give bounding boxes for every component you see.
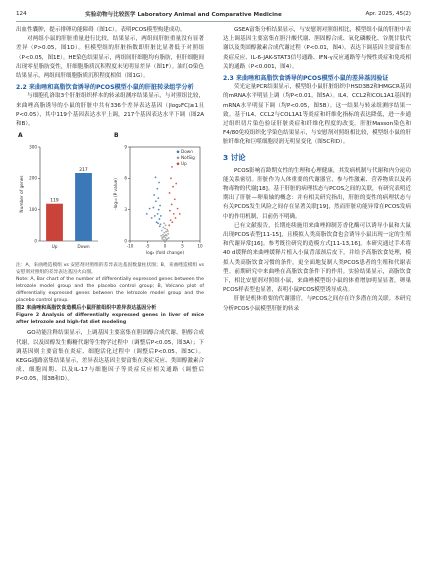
- volcano-point-notsig: [161, 230, 163, 232]
- volcano-point-down: [157, 223, 159, 225]
- panel-a-label: A: [18, 132, 23, 140]
- legend-swatch-notsig: [177, 157, 180, 160]
- volcano-point-down: [156, 188, 158, 190]
- legend-label-up: Up: [181, 161, 187, 167]
- right-paragraph-2: 荧光定量PCR结果显示，模型组小鼠肝脏组织中HSD3B2和HMGCR基因的mRNA水平明显上调（均P<0.01，图5A）。IL4、CCL2和COL1A1基因的mRNA水平明显下调（均P<0.05，图5B）。这一结果与转录组测序结果一致。基于IL4、CCL2与COL1A1等炎症和纤维化指标的表达降低，进一步通过组织切片染色验证肝脏炎症和纤维化程度的改变。肝脏Masson染色和F4/80免疫组织化学染色结果显示，与安慰剂对照组相比较，模型组小鼠的肝脏纤维化和巨噬细胞浸润无明显变化（图5C和D）。: [223, 84, 411, 146]
- right-paragraph-4: 已有文献报告，长期连续施用来曲唑抑制芳香化酶可以诱导小鼠和大鼠出现PCOS表型[11-15]，且模拟人类高脂饮食也会诱导小鼠出现一定的生殖和代谢异常[16]。参考既往研究的造模方式[11-13,16]，本研究通过手术将40 d缓释的来曲唑缓释片植入小鼠背部颈后皮下，并给予高脂饮食处理，模拟人类高脂饮食习惯的条件，更全面地复制人类PCOS患者的生殖和代谢表型。前期研究中来曲唑在高脂饮食条件下的作用。实验结果显示，高脂饮食下，相比安慰剂对照组小鼠，来曲唑模型组小鼠的体重增加明显显著，卵巢PCOS样表型也显著，表明小鼠PCOS模型诱导成功。: [223, 222, 411, 294]
- volcano-point-notsig: [167, 233, 169, 235]
- volcano-point-down: [154, 215, 156, 217]
- volcano-point-down: [160, 224, 162, 226]
- volcano-x-tick-label: -10: [126, 243, 134, 249]
- volcano-point-down: [155, 201, 157, 203]
- volcano-plot: [112, 137, 204, 265]
- left-paragraph-2: 对两组小鼠的肝脏重量进行比较，结果显示，两组间肝脏重量没有显著差异（P>0.05，图1D）。但模型组的肝脏指数即肝脏比显著低于对照组（P<0.05，图1E）。HE染色结果显示，两组间肝细胞均有脂肪，但肝细胞间出现零星脂肪变性，肝细胞脂质沉积程度未见明显差异（图1F）。油红O染色结果显示，两组间肝细胞脂质沉积程度相似（图1G）。: [16, 36, 204, 80]
- left-paragraph-1: 出血性囊肿，提示排卵功能障碍（图1C）。表明PCOS模型构建成功。: [16, 27, 186, 33]
- legend-swatch-up: [177, 163, 180, 166]
- volcano-point-down: [160, 215, 162, 217]
- volcano-point-up: [171, 222, 173, 224]
- volcano-x-tick-label: 0: [163, 243, 167, 249]
- bar-value-label: 119: [50, 198, 59, 204]
- volcano-point-notsig: [165, 231, 167, 233]
- panel-b-label: B: [114, 132, 119, 140]
- volcano-point-notsig: [162, 237, 164, 239]
- volcano-point-down: [157, 198, 159, 200]
- volcano-point-up: [170, 178, 172, 180]
- volcano-point-up: [170, 219, 172, 221]
- issue-date: Apr. 2025, 45(2): [365, 11, 411, 17]
- section-2-2-heading: 2.2 来曲唑和高脂饮食诱导的PCOS模型小鼠的肝脏转录组学分析: [16, 84, 194, 92]
- volcano-point-notsig: [163, 232, 165, 234]
- figure-2: [16, 131, 204, 262]
- volcano-point-notsig: [162, 227, 164, 229]
- left-paragraph-3: 与细胞孔洛取3个肝脏组织样本的转录组测序结果显示，与对照组比较，来曲唑高脂诱导的小鼠的肝脏中共有336个差异表达基因（|log₂FC|≥1且P<0.05），其中119个基因表达水平上调，217个基因表达水平下调（图2A和B）。: [16, 93, 204, 128]
- volcano-point-down: [153, 194, 155, 196]
- volcano-point-notsig: [163, 223, 165, 225]
- volcano-point-up: [169, 192, 171, 194]
- volcano-point-notsig: [165, 240, 167, 242]
- page-header: [16, 8, 411, 20]
- figure-note-zh: 注：A，来曲唑造模组 vs 安慰剂对照组的差异表达基因数量柱状图；B，来曲唑造模组 vs 安慰剂对照组的差异表达基因火山图。: [16, 263, 204, 276]
- section-2-3-heading: 2.3 来曲唑和高脂饮食诱导的PCOS模型小鼠的差异基因验证: [223, 75, 389, 83]
- volcano-point-notsig: [163, 239, 165, 241]
- volcano-point-down: [146, 213, 148, 215]
- figure-caption-zh: 图2 来曲唑和高脂饮食造模后小鼠肝脏组织中差异表达基因分析: [16, 305, 157, 312]
- bar-up: [46, 204, 63, 241]
- header-rule: [16, 21, 411, 22]
- volcano-point-up: [173, 213, 175, 215]
- left-column: [16, 26, 204, 385]
- volcano-point-down: [155, 177, 157, 179]
- volcano-point-up: [174, 199, 176, 201]
- volcano-point-up: [179, 213, 181, 215]
- section-3-heading: 3 讨论: [223, 152, 246, 162]
- volcano-x-tick-label: 5: [181, 243, 184, 249]
- volcano-point-notsig: [161, 238, 163, 240]
- volcano-x-tick-label: 10: [197, 243, 203, 249]
- right-paragraph-1: GSEA富集分析结果显示，与安慰剂对照组相比，模型组小鼠的肝脏中表达上调基因主要富集在胆汁酸代谢、胆固醇合成、氧化磷酸化、谷胱甘肽代谢以及类固醇激素合成代谢过程（P<0.01，图4）。表达下调基因主要富集在炎症反应、IL-6-JAK-STAT3信号通路、IFN-γ反应通路等与慢性炎症和免疫相关的通路（P<0.001，图4）。: [223, 27, 411, 70]
- volcano-point-up: [175, 217, 177, 219]
- volcano-point-up: [169, 210, 171, 212]
- volcano-point-up: [171, 204, 173, 206]
- left-paragraph-4: GO功能注释结果显示，上调基因主要富集在胆固醇合成代谢、胆醇合成代谢，以及固醇发生酶糖代谢等生物学过程中（调整后P<0.05，图3A）；下调基因则主要富集在炎症、细胞活化过程中（调整后P<0.05，图3C）。KEGG通路富集结果显示，差异表达基因主要富集在炎症反应、类固醇激素合成、细胞周期、以及IL-17与细胞因子等炎症反应相关通路（调整后P<0.05，图3B和D）。: [16, 330, 204, 383]
- volcano-point-down: [153, 207, 155, 209]
- legend-swatch-down: [177, 151, 180, 154]
- volcano-point-up: [171, 166, 173, 168]
- bar-category-label: Up: [51, 245, 58, 251]
- right-column: [223, 26, 411, 314]
- right-paragraph-5: 肝脏是机体重要的代谢器官，与PCOS之间存在许多潜在的关联。本研究分析PCOS小鼠模型肝脏的转录: [223, 296, 411, 312]
- volcano-point-down: [149, 208, 151, 210]
- volcano-point-notsig: [167, 230, 169, 232]
- volcano-point-notsig: [162, 234, 164, 236]
- volcano-y-axis-title: -log₁₀ (P value): [114, 178, 119, 211]
- volcano-point-up: [177, 208, 179, 210]
- volcano-y-tick-label: 6: [124, 175, 127, 181]
- right-paragraph-3: PCOS影响育龄期女性的生理和心理健康，其发病机制与代谢和内分泌功能关系密切。肝脏作为人体重要的代谢器官，参与性激素、营养物质以及药物毒物的代谢[18]。基于肝脏的病理状态与PCOS之间的关联，有研究表明近期出了肝脏—卵巢轴的概念：并有相关研究指出，肝脏的变性的病理状态与有关PCOS发生风险之间存在显著关联[19]，然而肝脏功能异常在PCOS发病中的作用机制，目前仍不明确。: [223, 167, 411, 220]
- volcano-x-tick-label: -5: [145, 243, 150, 249]
- volcano-point-down: [159, 218, 161, 220]
- volcano-point-down: [158, 182, 160, 184]
- volcano-point-notsig: [164, 228, 166, 230]
- volcano-point-notsig: [165, 234, 167, 236]
- volcano-point-up: [175, 183, 177, 185]
- volcano-x-axis-title: log₂ (fold change): [145, 251, 185, 257]
- volcano-point-notsig: [168, 237, 170, 239]
- volcano-y-tick-label: 3: [124, 207, 127, 213]
- volcano-point-notsig: [166, 229, 168, 231]
- journal-title: 实验动物与比较医学 Laboratory Animal and Comparative Medicine: [85, 12, 282, 18]
- volcano-point-notsig: [160, 235, 162, 237]
- volcano-point-down: [157, 213, 159, 215]
- bar-y-axis-title: Number of genes: [20, 175, 25, 213]
- bar-y-tick-label: 100: [29, 207, 37, 213]
- bar-y-tick-label: 300: [29, 144, 37, 150]
- bar-y-tick-label: 200: [29, 175, 37, 181]
- figure-note-en: Note: A, Bar chart of the number of differentially expressed genes between the letrozole model group and the placebo control group; B, Volcano plot of differentially expressed genes between the letrozole model group and the placebo control group.: [16, 277, 204, 304]
- page-number: 124: [16, 11, 27, 17]
- volcano-point-up: [172, 186, 174, 188]
- bar-down: [75, 173, 92, 241]
- legend-label-notsig: NotSig: [181, 155, 195, 161]
- bar-chart: [16, 137, 104, 265]
- legend-label-down: Down: [181, 149, 193, 155]
- volcano-point-up: [168, 225, 170, 227]
- figure-caption-en: Figure 2 Analysis of differentially expressed genes in liver of mice after letrozole and high-fat diet modeling: [16, 313, 204, 326]
- bar-y-tick-label: 0: [34, 238, 37, 244]
- bar-category-label: Down: [77, 245, 90, 251]
- volcano-frame: [130, 147, 200, 241]
- volcano-point-down: [151, 217, 153, 219]
- volcano-point-down: [158, 209, 160, 211]
- volcano-point-down: [159, 205, 161, 207]
- volcano-y-tick-label: 0: [124, 238, 127, 244]
- volcano-point-down: [159, 226, 161, 228]
- volcano-point-notsig: [164, 237, 166, 239]
- volcano-point-notsig: [165, 225, 167, 227]
- volcano-y-tick-label: 9: [124, 144, 127, 150]
- bar-value-label: 217: [79, 168, 88, 174]
